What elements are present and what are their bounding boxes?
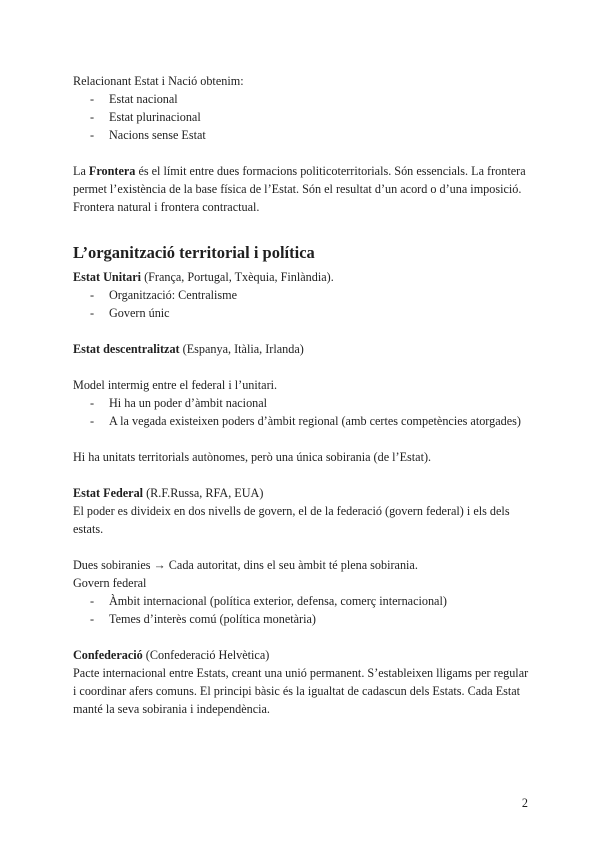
federal-term: Estat Federal — [73, 486, 144, 500]
federal-heading: Estat Federal (R.F.Russa, RFA, EUA) — [73, 486, 264, 500]
list-item: - A la vegada existeixen poders d’àmbit regional (amb certes competències atorgades) — [90, 414, 521, 428]
list-item: - Estat nacional — [90, 92, 178, 106]
dash-marker: - — [90, 396, 95, 410]
descentralitzat-note: Hi ha unitats territorials autònomes, però una única sobirania (de l’Estat). — [73, 450, 432, 464]
descentralitzat-list — [73, 394, 533, 430]
list-item: - Temes d’interès comú (política monetària) — [90, 612, 316, 626]
descentralitzat-model: Model intermig entre el federal i l’unitari. — [73, 378, 278, 392]
confederacio-heading: Confederació (Confederació Helvètica) — [73, 648, 270, 662]
intro-text: Relacionant Estat i Nació obtenim: — [73, 74, 244, 88]
list-item: - Estat plurinacional — [90, 110, 201, 124]
dash-marker: - — [90, 612, 95, 626]
list-item: - Nacions sense Estat — [90, 128, 206, 142]
list-item: - Organització: Centralisme — [90, 288, 238, 302]
federal-sobiranies: Dues sobiranies → Cada autoritat, dins el seu àmbit té plena sobirania. — [73, 558, 418, 572]
dash-marker: - — [90, 92, 95, 106]
list-item: - Govern únic — [90, 306, 170, 320]
list-item: - Hi ha un poder d’àmbit nacional — [90, 396, 268, 410]
page-number: 2 — [521, 796, 528, 810]
federal-text: El poder es divideix en dos nivells de govern, el de la federació (govern federal) i els dels estats. — [73, 504, 510, 536]
descentralitzat-heading: Estat descentralitzat (Espanya, Itàlia, Irlanda) — [73, 342, 304, 356]
document-page — [73, 72, 533, 718]
descentralitzat-term: Estat descentralitzat — [73, 342, 180, 356]
dash-marker: - — [90, 414, 95, 428]
dash-marker: - — [90, 306, 95, 320]
frontera-term: Frontera — [88, 164, 136, 178]
intro-list — [73, 90, 533, 144]
section-title: L’organització territorial i política — [73, 243, 315, 262]
confederacio-text: Pacte internacional entre Estats, creant una unió permanent. S’estableixen lligams per regular i coordinar afers comuns. El principi bàsic és la igualtat de cadascun dels Estats. Cada Estat manté la seva sobirania i independència. — [73, 666, 529, 716]
federal-list — [73, 592, 533, 628]
dash-marker: - — [90, 128, 95, 142]
dash-marker: - — [90, 288, 95, 302]
unitari-heading: Estat Unitari (França, Portugal, Txèquia, Finlàndia). — [73, 270, 334, 284]
frontera-paragraph: La Frontera és el límit entre dues formacions politicoterritorials. Són essencials. La frontera permet l’existència de la base física de l’Estat. Són el resultat d’un acord o d’una imposició. Frontera natural i frontera contractual. — [73, 164, 526, 214]
dash-marker: - — [90, 594, 95, 608]
federal-govern: Govern federal — [73, 576, 147, 590]
list-item: - Àmbit internacional (política exterior, defensa, comerç internacional) — [90, 594, 447, 608]
dash-marker: - — [90, 110, 95, 124]
confederacio-term: Confederació — [73, 648, 143, 662]
unitari-term: Estat Unitari — [73, 270, 142, 284]
unitari-list — [73, 286, 533, 322]
